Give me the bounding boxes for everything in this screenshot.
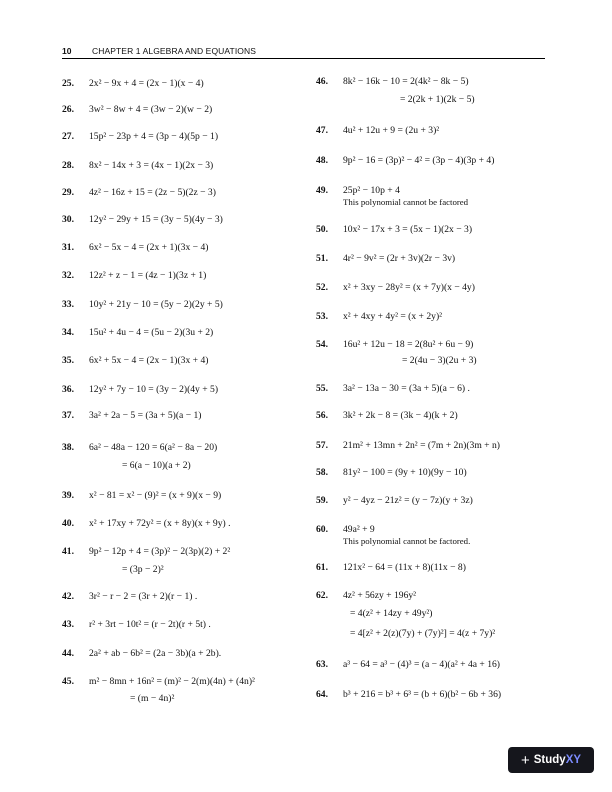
studyxy-badge[interactable] — [508, 747, 594, 773]
brand-name: StudyXY — [533, 754, 582, 766]
page-number: 10 — [62, 46, 72, 56]
header-rule — [62, 58, 545, 59]
chapter-title: CHAPTER 1 ALGEBRA AND EQUATIONS — [92, 46, 257, 56]
page-header — [62, 46, 545, 58]
plus-icon: + — [520, 751, 530, 769]
